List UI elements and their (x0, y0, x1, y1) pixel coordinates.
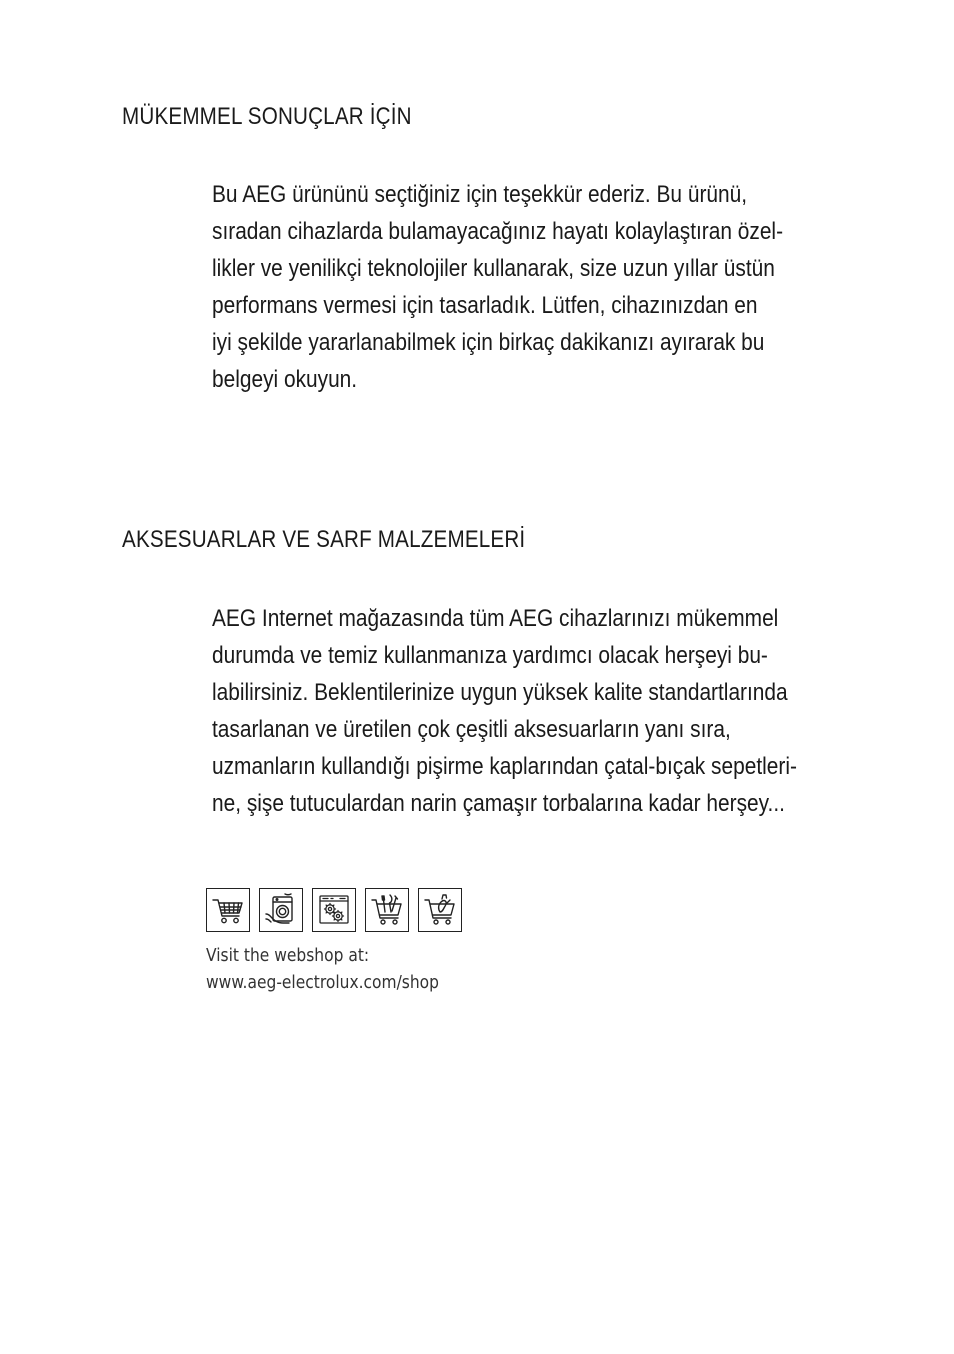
webshop-icon-row (206, 888, 462, 932)
paragraph-line: Bu AEG ürününü seçtiğiniz için teşekkür ederiz. Bu ürünü, (212, 181, 748, 208)
paragraph-line: sıradan cihazlarda bulamayacağınız hayatı kolaylaştıran özel- (212, 218, 784, 245)
paragraph-line: AEG Internet mağazasında tüm AEG cihazlarınızı mükemmel (212, 605, 779, 632)
paragraph-line: tasarlanan ve üretilen çok çeşitli aksesuarların yanı sıra, (212, 716, 731, 743)
paragraph-line: likler ve yenilikçi teknolojiler kullanarak, size uzun yıllar üstün (212, 255, 775, 282)
paragraph-line: performans vermesi için tasarladık. Lütfen, cihazınızdan en (212, 292, 758, 319)
cart-bottle-icon (418, 888, 462, 932)
paragraph-line: belgeyi okuyun. (212, 366, 358, 393)
section-heading-excellent-results: MÜKEMMEL SONUÇLAR İÇİN (122, 103, 412, 130)
paragraph-line: iyi şekilde yararlanabilmek için birkaç dakikanızı ayırarak bu (212, 329, 765, 356)
paragraph-line: ne, şişe tutuculardan narin çamaşır torbalarına kadar herşey... (212, 790, 785, 817)
intro-paragraph (212, 176, 783, 398)
cart-utensils-icon (365, 888, 409, 932)
paragraph-line: durumda ve temiz kullanmanıza yardımcı olacak herşeyi bu- (212, 642, 768, 669)
washing-machine-hand-icon (259, 888, 303, 932)
paragraph-line: uzmanların kullandığı pişirme kaplarından çatal-bıçak sepetleri- (212, 753, 797, 780)
webshop-visit-text: Visit the webshop at: (206, 945, 370, 966)
webshop-url-link[interactable]: www.aeg-electrolux.com/shop (206, 972, 439, 993)
oven-gear-icon (312, 888, 356, 932)
paragraph-line: labilirsiniz. Beklentilerinize uygun yüksek kalite standartlarında (212, 679, 788, 706)
webshop-caption (206, 942, 439, 996)
section-heading-accessories: AKSESUARLAR VE SARF MALZEMELERİ (122, 526, 526, 553)
shopping-cart-icon (206, 888, 250, 932)
accessories-paragraph (212, 600, 797, 822)
